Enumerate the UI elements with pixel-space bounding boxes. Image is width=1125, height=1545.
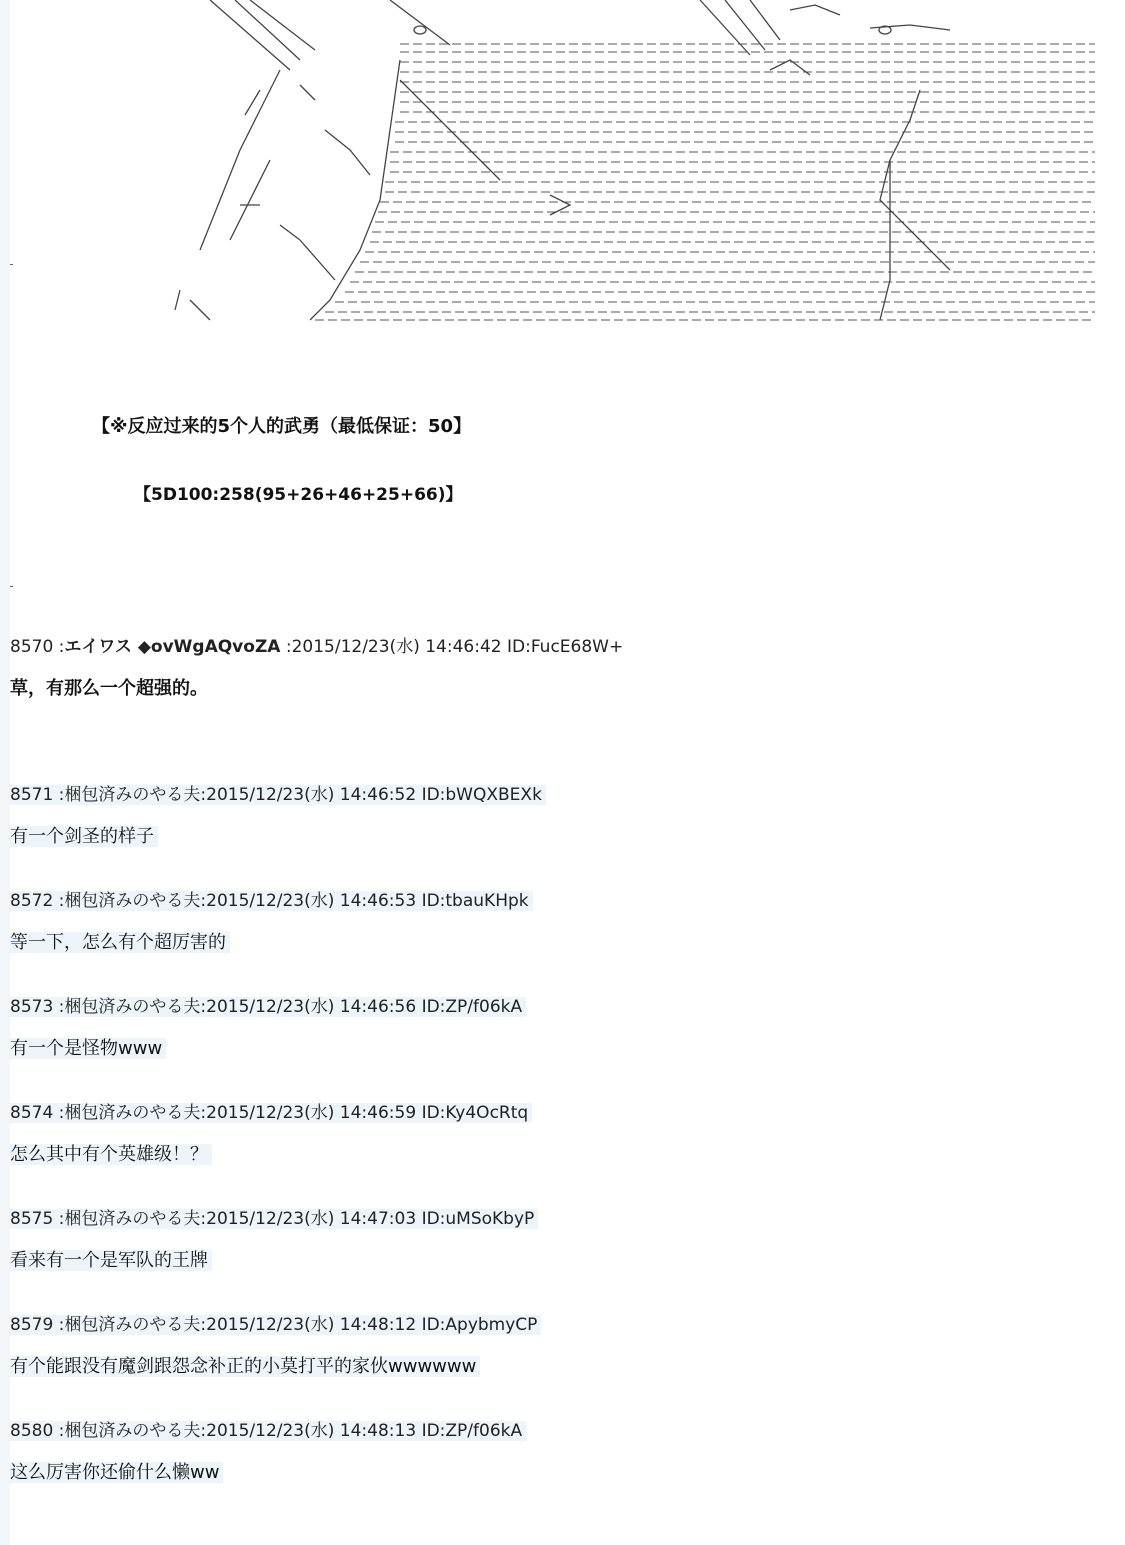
post-body: 草，有那么一个超强的。 [10,678,208,699]
poster-name: 梱包済みのやる夫 [64,1209,201,1229]
post-date: 2015/12/23(水) 14:48:13 [206,1421,417,1441]
poster-id: ID:tbauKHpk [421,891,529,911]
poster-name: 梱包済みのやる夫 [64,997,201,1017]
post-date: 2015/12/23(水) 14:46:53 [206,891,417,911]
post-body: 有一个是怪物www [10,1034,166,1060]
dice-title: 【※反应过来的5个人的武勇（最低保证：50】 [92,416,472,437]
post-header: 8573 :梱包済みのやる夫:2015/12/23(水) 14:46:56 ID:ZP/f06kA [10,992,526,1017]
ascii-art-illustration [150,0,1100,330]
post-header: 8580 :梱包済みのやる夫:2015/12/23(水) 14:48:13 ID:ZP/f06kA [10,1416,526,1441]
post-number: 8580 [10,1421,54,1441]
poster-id: ID:Ky4OcRtq [421,1103,529,1123]
post-header: 8574 :梱包済みのやる夫:2015/12/23(水) 14:46:59 ID:Ky4OcRtq [10,1098,532,1123]
post-date: 2015/12/23(水) 14:46:59 [206,1103,417,1123]
post-body: 看来有一个是军队的王牌 [10,1246,212,1272]
stray-mark [10,586,13,587]
post-number: 8573 [10,997,54,1017]
post-header: 8571 :梱包済みのやる夫:2015/12/23(水) 14:46:52 ID:bWQXBEXk [10,780,546,805]
poster-name: 梱包済みのやる夫 [64,1421,201,1441]
post-date: 2015/12/23(水) 14:48:12 [206,1315,417,1335]
post-date: 2015/12/23(水) 14:46:56 [206,997,417,1017]
poster-name: 梱包済みのやる夫 [64,1315,201,1335]
post-header: 8572 :梱包済みのやる夫:2015/12/23(水) 14:46:53 ID:tbauKHpk [10,886,533,911]
post-date: 2015/12/23(水) 14:46:52 [206,785,417,805]
post-body: 这么厉害你还偷什么懒ww [10,1458,223,1484]
thread-page [10,0,1125,1545]
post-body: 有一个剑圣的样子 [10,822,158,848]
poster-id: ID:ZP/f06kA [421,997,523,1017]
poster-name: 梱包済みのやる夫 [64,891,201,911]
post-body: 怎么其中有个英雄级！？ [10,1140,212,1166]
post-header: 8575 :梱包済みのやる夫:2015/12/23(水) 14:47:03 ID:uMSoKbyP [10,1204,538,1229]
post-number: 8571 [10,785,54,805]
dice-roll-result: 【5D100:258(95+26+46+25+66)】 [134,485,463,505]
post-body: 有个能跟没有魔剑跟怨念补正的小莫打平的家伙wwwwww [10,1352,480,1378]
poster-name: 梱包済みのやる夫 [64,785,201,805]
poster-id: ID:FucE68W+ [507,637,624,657]
post-number: 8579 [10,1315,54,1335]
post-body: 等一下，怎么有个超厉害的 [10,928,230,954]
poster-name: 梱包済みのやる夫 [64,1103,201,1123]
stray-mark [10,264,13,265]
post-date: 2015/12/23(水) 14:47:03 [206,1209,417,1229]
poster-id: ID:bWQXBEXk [421,785,542,805]
post-header: 8579 :梱包済みのやる夫:2015/12/23(水) 14:48:12 ID:ApybmyCP [10,1310,541,1335]
poster-id: ID:uMSoKbyP [421,1209,535,1229]
post-number: 8570 [10,637,54,657]
post-header: 8570 :エイワス ◆ovWgAQvoZA :2015/12/23(水) 14:46:42 ID:FucE68W+ [10,637,624,657]
post-number: 8575 [10,1209,54,1229]
poster-id: ID:ZP/f06kA [421,1421,523,1441]
poster-name: エイワス ◆ovWgAQvoZA [64,637,281,657]
post-number: 8574 [10,1103,54,1123]
post-date: 2015/12/23(水) 14:46:42 [291,637,502,657]
post-number: 8572 [10,891,54,911]
poster-id: ID:ApybmyCP [421,1315,538,1335]
